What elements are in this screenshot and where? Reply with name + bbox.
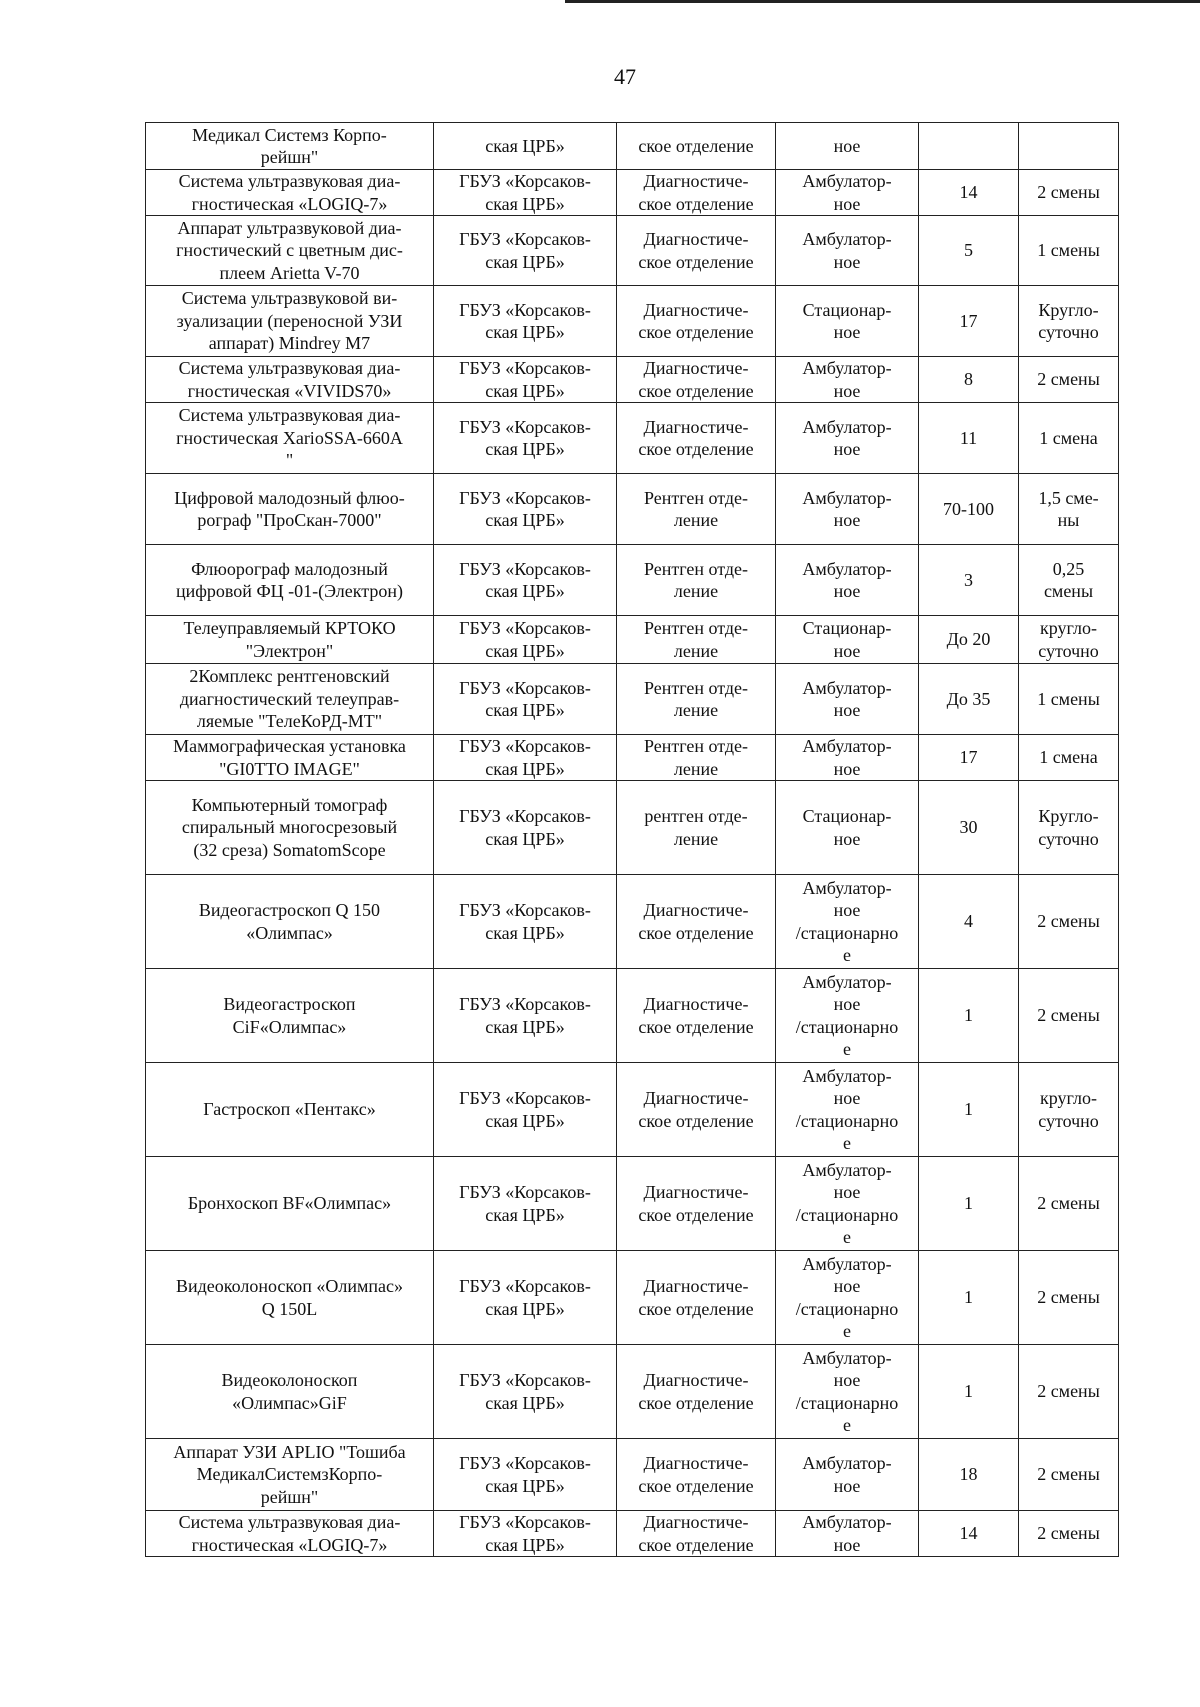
shifts-cell-text: 0,25 смены — [1043, 558, 1094, 601]
department-cell — [617, 616, 776, 664]
care-mode-cell-text: Амбулатор- ное /стационарно е — [795, 1159, 899, 1247]
count-cell — [919, 969, 1019, 1063]
equipment-name-cell-text: Медикал Системз Корпо- рейшн" — [192, 124, 387, 167]
table-row — [146, 1063, 1119, 1157]
department-cell-text: Диагностиче- ское отделение — [638, 416, 754, 459]
count-cell — [919, 781, 1019, 875]
department-cell-text: Диагностиче- ское отделение — [638, 229, 754, 272]
equipment-name-cell — [146, 735, 434, 781]
department-cell — [617, 216, 776, 286]
organization-cell-text: ГБУЗ «Корсаков- ская ЦРБ» — [459, 299, 591, 342]
count-cell-text: До 20 — [946, 629, 991, 650]
department-cell-text: Диагностиче- ское отделение — [638, 994, 754, 1037]
shifts-cell-text: 1,5 сме- ны — [1038, 487, 1099, 530]
care-mode-cell-text: Амбулатор- ное — [802, 558, 892, 601]
care-mode-cell — [776, 1511, 919, 1557]
organization-cell — [434, 616, 617, 664]
count-cell — [919, 403, 1019, 474]
care-mode-cell-text: Амбулатор- ное /стационарно е — [795, 1253, 899, 1341]
department-cell-text: Диагностиче- ское отделение — [638, 1453, 754, 1496]
equipment-name-cell-text: 2Комплекс рентгеновский диагностический телеуправ- ляемые "ТелеКоРД-МТ" — [179, 666, 400, 732]
organization-cell — [434, 286, 617, 357]
shifts-cell-text: 2 смены — [1037, 1287, 1100, 1308]
shifts-cell — [1019, 781, 1119, 875]
care-mode-cell — [776, 1439, 919, 1511]
equipment-name-cell — [146, 781, 434, 875]
organization-cell-text: ГБУЗ «Корсаков- ская ЦРБ» — [459, 1276, 591, 1319]
equipment-name-cell — [146, 969, 434, 1063]
care-mode-cell-text: ное — [833, 135, 861, 156]
table-row — [146, 216, 1119, 286]
count-cell-text: 1 — [964, 1099, 973, 1120]
count-cell-text: 4 — [964, 911, 973, 932]
organization-cell — [434, 875, 617, 969]
shifts-cell — [1019, 969, 1119, 1063]
equipment-name-cell — [146, 1157, 434, 1251]
shifts-cell-text: 2 смены — [1037, 1381, 1100, 1402]
shifts-cell-text: 1 смены — [1037, 688, 1100, 709]
shifts-cell — [1019, 1251, 1119, 1345]
care-mode-cell-text: Амбулатор- ное — [802, 229, 892, 272]
equipment-table-body — [146, 123, 1119, 1557]
care-mode-cell-text: Амбулатор- ное — [802, 171, 892, 214]
count-cell — [919, 216, 1019, 286]
organization-cell — [434, 216, 617, 286]
shifts-cell-text: Кругло- суточно — [1038, 299, 1099, 342]
shifts-cell-text: 2 смены — [1037, 1464, 1100, 1485]
shifts-cell — [1019, 286, 1119, 357]
department-cell-text: Диагностиче- ское отделение — [638, 171, 754, 214]
organization-cell — [434, 123, 617, 170]
equipment-name-cell-text: Компьютерный томограф спиральный многосрезовый (32 среза) SomatomScope — [181, 794, 398, 860]
equipment-name-cell — [146, 1511, 434, 1557]
care-mode-cell — [776, 1251, 919, 1345]
count-cell — [919, 1157, 1019, 1251]
department-cell-text: рентген отде- ление — [644, 806, 748, 849]
organization-cell — [434, 969, 617, 1063]
care-mode-cell — [776, 474, 919, 545]
care-mode-cell-text: Амбулатор- ное /стационарно е — [795, 1347, 899, 1435]
count-cell — [919, 1439, 1019, 1511]
equipment-name-cell — [146, 170, 434, 216]
organization-cell — [434, 403, 617, 474]
organization-cell — [434, 1157, 617, 1251]
care-mode-cell-text: Амбулатор- ное /стационарно е — [795, 971, 899, 1059]
department-cell — [617, 1345, 776, 1439]
shifts-cell — [1019, 123, 1119, 170]
care-mode-cell — [776, 664, 919, 735]
organization-cell-text: ГБУЗ «Корсаков- ская ЦРБ» — [459, 806, 591, 849]
organization-cell-text: ГБУЗ «Корсаков- ская ЦРБ» — [459, 900, 591, 943]
table-row — [146, 1251, 1119, 1345]
organization-cell — [434, 474, 617, 545]
shifts-cell — [1019, 1511, 1119, 1557]
care-mode-cell — [776, 1063, 919, 1157]
shifts-cell — [1019, 616, 1119, 664]
care-mode-cell-text: Амбулатор- ное — [802, 1512, 892, 1555]
count-cell-text: 14 — [959, 1523, 978, 1544]
organization-cell-text: ГБУЗ «Корсаков- ская ЦРБ» — [459, 618, 591, 661]
shifts-cell — [1019, 875, 1119, 969]
department-cell — [617, 403, 776, 474]
shifts-cell — [1019, 735, 1119, 781]
department-cell — [617, 1157, 776, 1251]
department-cell — [617, 123, 776, 170]
count-cell — [919, 1345, 1019, 1439]
organization-cell — [434, 1063, 617, 1157]
department-cell-text: Рентген отде- ление — [643, 677, 749, 720]
organization-cell-text: ГБУЗ «Корсаков- ская ЦРБ» — [459, 229, 591, 272]
equipment-name-cell-text: Бронхоскоп BF«Олимпас» — [187, 1193, 392, 1214]
shifts-cell — [1019, 1157, 1119, 1251]
care-mode-cell-text: Амбулатор- ное — [802, 1453, 892, 1496]
shifts-cell — [1019, 545, 1119, 616]
organization-cell — [434, 735, 617, 781]
count-cell — [919, 474, 1019, 545]
department-cell-text: Диагностиче- ское отделение — [638, 299, 754, 342]
care-mode-cell-text: Амбулатор- ное — [802, 736, 892, 779]
organization-cell — [434, 1439, 617, 1511]
equipment-name-cell — [146, 664, 434, 735]
shifts-cell — [1019, 1063, 1119, 1157]
care-mode-cell — [776, 616, 919, 664]
department-cell-text: Диагностиче- ское отделение — [638, 358, 754, 401]
count-cell — [919, 286, 1019, 357]
department-cell-text: Рентген отде- ление — [643, 736, 749, 779]
department-cell-text: Диагностиче- ское отделение — [638, 1088, 754, 1131]
equipment-name-cell-text: Видеогастроскоп Q 150 «Олимпас» — [198, 900, 381, 943]
table-row — [146, 286, 1119, 357]
count-cell — [919, 357, 1019, 403]
table-row — [146, 781, 1119, 875]
care-mode-cell-text: Стационар- ное — [802, 806, 892, 849]
shifts-cell-text: кругло- суточно — [1038, 618, 1099, 661]
care-mode-cell — [776, 357, 919, 403]
shifts-cell — [1019, 403, 1119, 474]
department-cell-text: Диагностиче- ское отделение — [638, 1512, 754, 1555]
equipment-name-cell-text: Гастроскоп «Пентакс» — [203, 1099, 376, 1120]
equipment-name-cell — [146, 1439, 434, 1511]
count-cell-text: 17 — [959, 310, 978, 331]
organization-cell-text: ГБУЗ «Корсаков- ская ЦРБ» — [459, 416, 591, 459]
count-cell — [919, 170, 1019, 216]
table-row — [146, 1345, 1119, 1439]
care-mode-cell-text: Амбулатор- ное /стационарно е — [795, 1065, 899, 1153]
department-cell — [617, 286, 776, 357]
care-mode-cell — [776, 781, 919, 875]
count-cell-text: 3 — [964, 569, 973, 590]
equipment-name-cell-text: Аппарат УЗИ APLIO "Тошиба МедикалСистемзКорпо- рейшн" — [173, 1441, 406, 1507]
shifts-cell — [1019, 216, 1119, 286]
department-cell — [617, 1511, 776, 1557]
count-cell — [919, 1251, 1019, 1345]
table-row — [146, 474, 1119, 545]
table-row — [146, 170, 1119, 216]
count-cell-text: 14 — [959, 182, 978, 203]
count-cell-text: 17 — [959, 747, 978, 768]
department-cell-text: Рентген отде- ление — [643, 558, 749, 601]
department-cell — [617, 969, 776, 1063]
department-cell — [617, 875, 776, 969]
table-row — [146, 357, 1119, 403]
department-cell-text: Диагностиче- ское отделение — [638, 1182, 754, 1225]
organization-cell-text: ГБУЗ «Корсаков- ская ЦРБ» — [459, 1088, 591, 1131]
organization-cell-text: ГБУЗ «Корсаков- ская ЦРБ» — [459, 558, 591, 601]
equipment-name-cell-text: Цифровой малодозный флюо- рограф "ПроСкан-7000" — [174, 487, 405, 530]
equipment-name-cell-text: Система ультразвуковая диа- гностическая «LOGIQ-7» — [178, 1512, 401, 1555]
shifts-cell-text: 2 смены — [1037, 1005, 1100, 1026]
department-cell-text: Рентген отде- ление — [643, 618, 749, 661]
shifts-cell-text: 2 смены — [1037, 182, 1100, 203]
shifts-cell — [1019, 474, 1119, 545]
shifts-cell — [1019, 170, 1119, 216]
table-row — [146, 664, 1119, 735]
organization-cell-text: ГБУЗ «Корсаков- ская ЦРБ» — [459, 171, 591, 214]
care-mode-cell-text: Амбулатор- ное — [802, 677, 892, 720]
equipment-name-cell — [146, 286, 434, 357]
shifts-cell-text: 1 смена — [1039, 747, 1098, 768]
count-cell-text: 1 — [964, 1381, 973, 1402]
organization-cell — [434, 545, 617, 616]
table-row — [146, 875, 1119, 969]
equipment-name-cell-text: Система ультразвуковой ви- зуализации (переносной УЗИ аппарат) Mindrey M7 — [176, 288, 403, 354]
equipment-name-cell — [146, 403, 434, 474]
department-cell — [617, 1439, 776, 1511]
equipment-name-cell-text: Маммографическая установка "GI0TTO IMAGE" — [173, 736, 406, 779]
organization-cell — [434, 664, 617, 735]
shifts-cell-text: 2 смены — [1037, 911, 1100, 932]
organization-cell-text: ГБУЗ «Корсаков- ская ЦРБ» — [459, 487, 591, 530]
top-rule — [565, 0, 1200, 3]
equipment-name-cell — [146, 1251, 434, 1345]
department-cell — [617, 1251, 776, 1345]
count-cell-text: 8 — [964, 369, 973, 390]
department-cell — [617, 1063, 776, 1157]
organization-cell-text: ГБУЗ «Корсаков- ская ЦРБ» — [459, 1370, 591, 1413]
table-row — [146, 403, 1119, 474]
organization-cell-text: ГБУЗ «Корсаков- ская ЦРБ» — [459, 1512, 591, 1555]
equipment-name-cell-text: Система ультразвуковая диа- гностическая «LOGIQ-7» — [178, 171, 401, 214]
department-cell — [617, 474, 776, 545]
count-cell — [919, 616, 1019, 664]
shifts-cell-text: кругло- суточно — [1038, 1088, 1099, 1131]
shifts-cell-text: 1 смены — [1037, 240, 1100, 261]
organization-cell-text: ГБУЗ «Корсаков- ская ЦРБ» — [459, 1453, 591, 1496]
count-cell-text: 5 — [964, 240, 973, 261]
care-mode-cell-text: Амбулатор- ное — [802, 358, 892, 401]
equipment-name-cell-text: Аппарат ультразвуковой диа- гностический с цветным дис- плеем Arietta V-70 — [176, 217, 403, 283]
count-cell-text: До 35 — [946, 688, 991, 709]
table-row — [146, 616, 1119, 664]
organization-cell — [434, 170, 617, 216]
care-mode-cell-text: Стационар- ное — [802, 299, 892, 342]
count-cell — [919, 123, 1019, 170]
department-cell — [617, 781, 776, 875]
equipment-name-cell — [146, 474, 434, 545]
equipment-name-cell-text: Система ультразвуковая диа- гностическая «VIVIDS70» — [178, 358, 401, 401]
department-cell-text: Диагностиче- ское отделение — [638, 1276, 754, 1319]
care-mode-cell-text: Амбулатор- ное — [802, 487, 892, 530]
equipment-name-cell — [146, 216, 434, 286]
equipment-name-cell-text: Видеогастроскоп CiF«Олимпас» — [223, 994, 356, 1037]
equipment-name-cell-text: Система ультразвуковая диа- гностическая XarioSSA-660A " — [176, 405, 403, 471]
shifts-cell — [1019, 1345, 1119, 1439]
count-cell-text: 1 — [964, 1193, 973, 1214]
care-mode-cell-text: Стационар- ное — [802, 618, 892, 661]
department-cell — [617, 357, 776, 403]
organization-cell-text: ская ЦРБ» — [485, 135, 565, 156]
count-cell — [919, 735, 1019, 781]
count-cell-text: 30 — [959, 817, 978, 838]
care-mode-cell-text: Амбулатор- ное /стационарно е — [795, 877, 899, 965]
equipment-name-cell — [146, 357, 434, 403]
equipment-name-cell-text: Флюорограф малодозный цифровой ФЦ -01-(Электрон) — [176, 558, 403, 601]
organization-cell-text: ГБУЗ «Корсаков- ская ЦРБ» — [459, 358, 591, 401]
equipment-name-cell-text: Видеоколоноскоп «Олимпас» Q 150L — [175, 1276, 403, 1319]
care-mode-cell — [776, 286, 919, 357]
care-mode-cell — [776, 123, 919, 170]
shifts-cell-text: Кругло- суточно — [1038, 806, 1099, 849]
organization-cell-text: ГБУЗ «Корсаков- ская ЦРБ» — [459, 677, 591, 720]
count-cell-text: 70-100 — [943, 498, 994, 519]
shifts-cell-text: 2 смены — [1037, 1523, 1100, 1544]
equipment-table — [145, 122, 1119, 1557]
shifts-cell-text: 2 смены — [1037, 369, 1100, 390]
department-cell-text: Диагностиче- ское отделение — [638, 900, 754, 943]
count-cell — [919, 875, 1019, 969]
care-mode-cell — [776, 1345, 919, 1439]
department-cell — [617, 735, 776, 781]
department-cell — [617, 170, 776, 216]
department-cell-text: Рентген отде- ление — [643, 487, 749, 530]
organization-cell — [434, 1345, 617, 1439]
table-row — [146, 545, 1119, 616]
shifts-cell-text: 1 смена — [1039, 427, 1098, 448]
equipment-name-cell — [146, 545, 434, 616]
care-mode-cell — [776, 735, 919, 781]
department-cell-text: Диагностиче- ское отделение — [638, 1370, 754, 1413]
table-row — [146, 1511, 1119, 1557]
count-cell — [919, 1511, 1019, 1557]
equipment-name-cell — [146, 616, 434, 664]
department-cell-text: ское отделение — [638, 135, 754, 156]
care-mode-cell — [776, 875, 919, 969]
organization-cell — [434, 1511, 617, 1557]
table-row — [146, 1157, 1119, 1251]
organization-cell-text: ГБУЗ «Корсаков- ская ЦРБ» — [459, 736, 591, 779]
count-cell-text: 11 — [959, 427, 978, 448]
equipment-name-cell-text: Телеуправляемый КРТОКО "Электрон" — [183, 618, 396, 661]
care-mode-cell — [776, 216, 919, 286]
count-cell-text: 1 — [964, 1287, 973, 1308]
care-mode-cell-text: Амбулатор- ное — [802, 416, 892, 459]
shifts-cell — [1019, 664, 1119, 735]
count-cell-text: 1 — [964, 1005, 973, 1026]
shifts-cell-text: 2 смены — [1037, 1193, 1100, 1214]
care-mode-cell — [776, 1157, 919, 1251]
care-mode-cell — [776, 170, 919, 216]
table-row — [146, 123, 1119, 170]
organization-cell — [434, 781, 617, 875]
organization-cell — [434, 1251, 617, 1345]
care-mode-cell — [776, 545, 919, 616]
equipment-name-cell — [146, 123, 434, 170]
table-row — [146, 1439, 1119, 1511]
count-cell — [919, 664, 1019, 735]
equipment-name-cell — [146, 875, 434, 969]
shifts-cell — [1019, 357, 1119, 403]
count-cell — [919, 1063, 1019, 1157]
equipment-name-cell — [146, 1345, 434, 1439]
equipment-name-cell — [146, 1063, 434, 1157]
count-cell — [919, 545, 1019, 616]
shifts-cell — [1019, 1439, 1119, 1511]
department-cell — [617, 664, 776, 735]
table-row — [146, 735, 1119, 781]
equipment-name-cell-text: Видеоколоноскоп «Олимпас»GiF — [221, 1370, 358, 1413]
organization-cell-text: ГБУЗ «Корсаков- ская ЦРБ» — [459, 1182, 591, 1225]
page-number: 47 — [614, 64, 636, 89]
organization-cell-text: ГБУЗ «Корсаков- ская ЦРБ» — [459, 994, 591, 1037]
count-cell-text: 18 — [959, 1464, 978, 1485]
department-cell — [617, 545, 776, 616]
care-mode-cell — [776, 403, 919, 474]
organization-cell — [434, 357, 617, 403]
table-row — [146, 969, 1119, 1063]
care-mode-cell — [776, 969, 919, 1063]
